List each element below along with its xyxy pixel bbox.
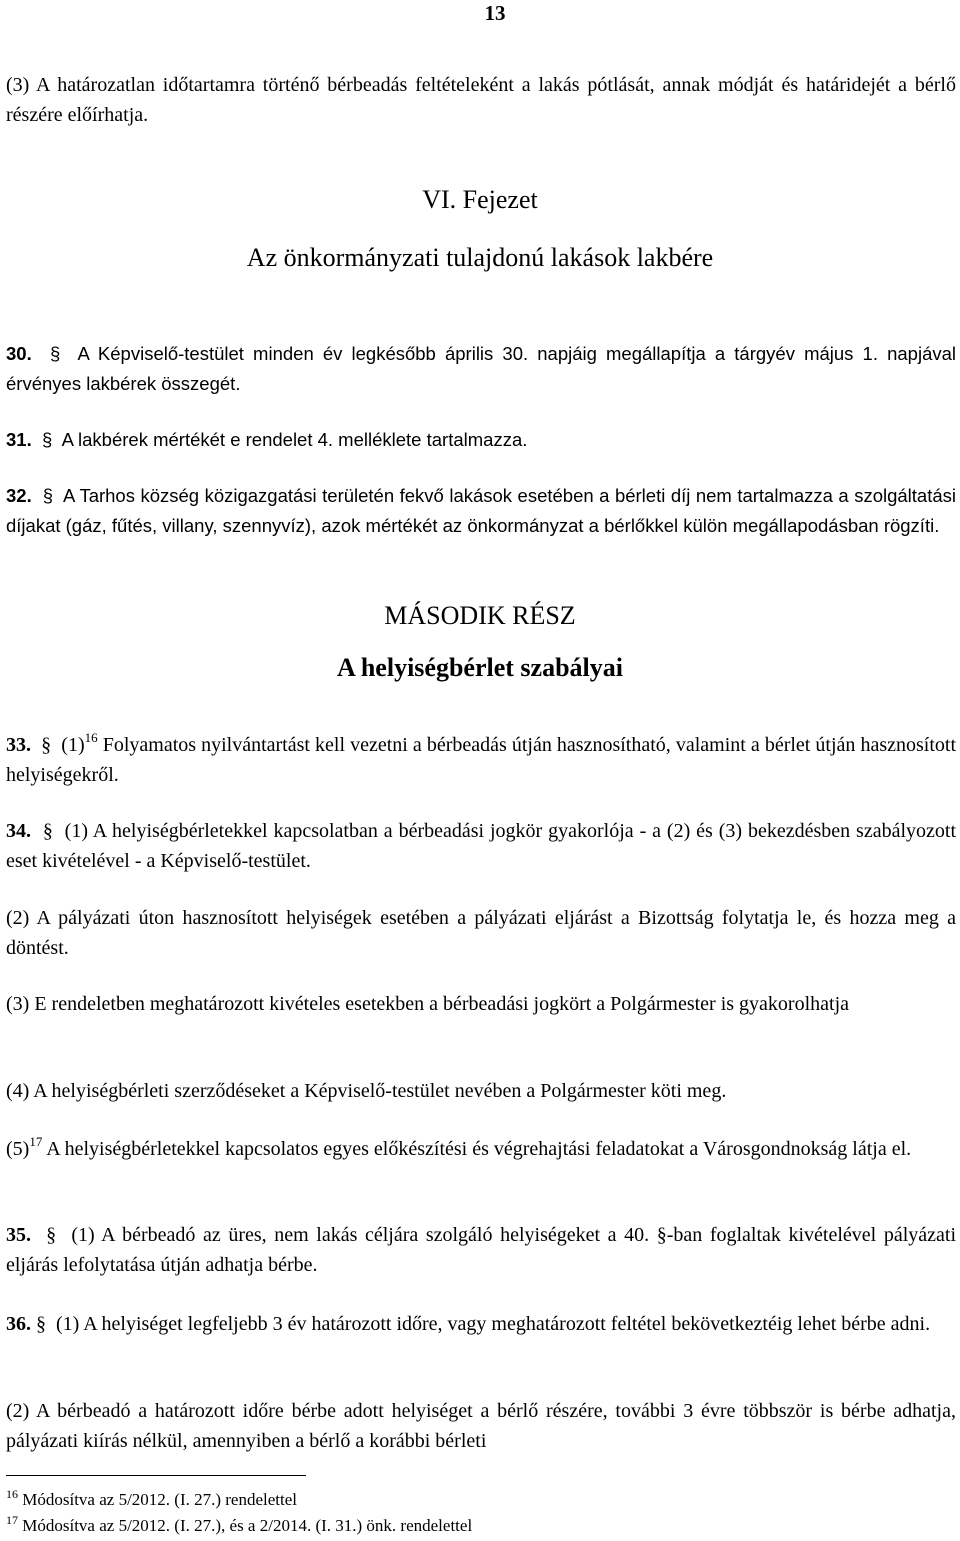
section-number: 33.	[6, 734, 31, 756]
section-text: (1) A helyiségbérletekkel kapcsolatban a bérbeadási jogkör gyakorlója - a (2) és (3) bekezdésben szabályozott eset kivételével - a Képviselő-testület.	[6, 820, 957, 872]
section-number: 34.	[6, 820, 31, 842]
section-33	[6, 730, 956, 790]
footnote-separator	[6, 1475, 306, 1476]
section-text: Folyamatos nyilvántartást kell vezetni a bérbeadás útján hasznosítható, valamint a bérlet útján hasznosított helyiségekről.	[6, 734, 957, 786]
section-number: 35.	[6, 1224, 31, 1246]
footnote-text: Módosítva az 5/2012. (I. 27.) rendelettel	[22, 1490, 298, 1509]
section-34-4: (4) A helyiségbérleti szerződéseket a Képviselő-testület nevében a Polgármester köti meg.	[6, 1080, 727, 1102]
section-sign: §	[36, 1313, 51, 1335]
section-number: 36.	[6, 1313, 31, 1335]
section-36-1	[6, 1309, 956, 1339]
section-number: 30.	[6, 343, 32, 364]
page-number: 13	[484, 1, 506, 25]
footnote-mark: 16	[6, 1487, 18, 1501]
section-34-5	[6, 1134, 956, 1164]
section-31	[6, 425, 956, 455]
footnote	[6, 1515, 946, 1537]
section-text: A helyiségbérletekkel kapcsolatos egyes előkészítési és végrehajtási feladatokat a Városgondnokság látja el.	[46, 1138, 912, 1160]
paragraph-3: (3) A határozatlan időtartamra történő bérbeadás feltételeként a lakás pótlását, annak módját és határidejét a bérlő részére előírhatja.	[6, 74, 956, 126]
footnote-ref: 17	[29, 1134, 43, 1149]
footnote-text: Módosítva az 5/2012. (I. 27.), és a 2/2014. (I. 31.) önk. rendelettel	[22, 1516, 473, 1535]
footnote-ref: 16	[84, 730, 98, 745]
section-34-1	[6, 816, 956, 876]
subsection-label: (5)	[6, 1138, 30, 1160]
section-32	[6, 481, 956, 541]
section-number: 32.	[6, 485, 32, 506]
part-title: MÁSODIK RÉSZ	[384, 601, 576, 630]
section-sign: §	[40, 343, 70, 364]
section-text: (1) A bérbeadó az üres, nem lakás céljára szolgáló helyiségeket a 40. §-ban foglaltak kivételével pályázati eljárás lefolytatása útján adhatja bérbe.	[6, 1224, 956, 1276]
footnote	[6, 1489, 946, 1511]
section-sign: §	[38, 1224, 64, 1246]
section-text: (1) A helyiséget legfeljebb 3 év határozott időre, vagy meghatározott feltétel bekövetkeztéig lehet bérbe adni.	[56, 1313, 931, 1335]
chapter-subtitle: Az önkormányzati tulajdonú lakások lakbére	[246, 243, 714, 272]
section-sign: §	[36, 429, 58, 450]
subsection-label: (1)	[61, 734, 85, 756]
section-30	[6, 339, 956, 399]
section-text: A lakbérek mértékét e rendelet 4. melléklete tartalmazza.	[61, 429, 528, 450]
section-36-2: (2) A bérbeadó a határozott időre bérbe adott helyiséget a bérlő részére, további 3 évre többször is bérbe adhatja, pályázati kiírás nélkül, amennyiben a bérlő a korábbi bérleti	[6, 1400, 956, 1452]
section-34-3: (3) E rendeletben meghatározott kivételes esetekben a bérbeadási jogkört a Polgármester is gyakorolhatja	[6, 993, 850, 1015]
section-text: A Képviselő-testület minden év legkésőbb április 30. napjáig megállapítja a tárgyév május 1. napjával érvényes lakbérek összegét.	[6, 343, 957, 394]
section-sign: §	[36, 820, 59, 842]
section-sign: §	[37, 485, 59, 506]
section-35	[6, 1220, 956, 1280]
footnote-mark: 17	[6, 1513, 18, 1527]
section-sign: §	[36, 734, 57, 756]
part-subtitle: A helyiségbérlet szabályai	[337, 653, 623, 682]
section-text: A Tarhos község közigazgatási területén fekvő lakások esetében a bérleti díj nem tartalmazza a szolgáltatási díjakat (gáz, fűtés, villany, szennyvíz), azok mértékét az önkormányzat a bérlőkkel külön megállapodásban rögzíti.	[6, 485, 957, 536]
chapter-title: VI. Fejezet	[422, 185, 538, 214]
section-34-2: (2) A pályázati úton hasznosított helyiségek esetében a pályázati eljárást a Bizottság folytatja le, és hozza meg a döntést.	[6, 907, 956, 959]
section-number: 31.	[6, 429, 32, 450]
